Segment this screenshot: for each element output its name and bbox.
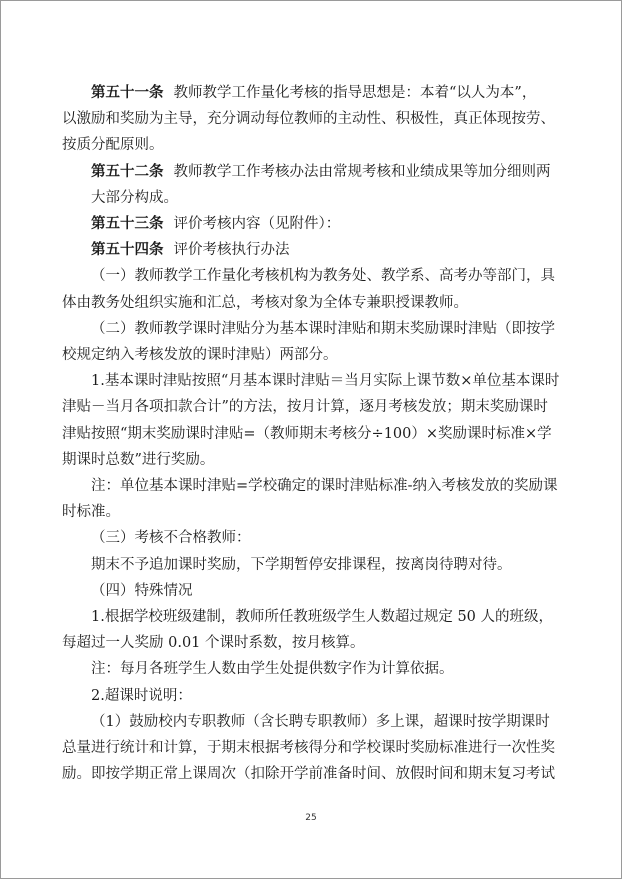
article-54 [91,237,561,263]
document-body [62,80,561,787]
item-4-2-1: （1）鼓励校内专职教师（含长聘专职教师）多上课，超课时按学期课时总量进行统计和计算，于期末根据考核得分和学校课时奖励标准进行一次性奖励。即按学期正常上课周次（扣除开学前准备时间、放假时间和期末复习考试 [62,713,555,783]
note-2: 注：每月各班学生人数由学生处提供数字作为计算依据。 [91,661,454,678]
article-51-text-line1: 教师教学工作量化考核的指导思想是：本着“以人为本”， [173,85,537,101]
section-3-title: （三）考核不合格教师： [91,530,251,547]
item-4-1: 1.根据学校班级建制，教师所任教班级学生人数超过规定 50 人的班级，每超过一人奖励 0.01 个课时系数，按月核算。 [62,609,554,652]
article-51-continuation: 以激励和奖励为主导，充分调动每位教师的主动性、积极性，真正体现按劳、按质分配原则。 [62,111,555,154]
article-51-label: 第五十一条 [91,85,164,101]
section-4-title: （四）特殊情况 [91,582,193,599]
article-53-text: 评价考核内容（见附件）： [173,216,341,233]
item-1: 1.基本课时津贴按照“月基本课时津贴＝当月实际上课节数×单位基本课时津贴－当月各项扣款合计”的方法，按月计算，逐月考核发放；期末奖励课时津贴按照“期末奖励课时津贴=（教师期末考核分÷100）×奖励课时标准×学期课时总数”进行奖励。 [62,373,560,468]
note-1: 注：单位基本课时津贴=学校确定的课时津贴标准-纳入考核发放的奖励课时标准。 [62,478,558,521]
article-52-text: 教师教学工作考核办法由常规考核和业绩成果等加分细则两大部分构成。 [91,163,551,206]
article-54-label: 第五十四条 [91,242,164,259]
section-1: （一）教师教学工作量化考核机构为教务处、教学系、高考办等部门，具体由教务处组织实施和汇总，考核对象为全体专兼职授课教师。 [62,268,555,311]
article-54-text: 评价考核执行办法 [173,242,290,259]
section-2: （二）教师教学课时津贴分为基本课时津贴和期末奖励课时津贴（即按学校规定纳入考核发放的课时津贴）两部分。 [62,320,555,364]
item-4-2: 2.超课时说明： [91,687,192,704]
article-51 [91,80,561,106]
section-3-text: 期末不予追加课时奖励，下学期暂停安排课程，按离岗待聘对待。 [91,556,512,573]
article-52-label: 第五十二条 [91,163,164,180]
article-53-label: 第五十三条 [91,216,164,233]
page-number: 25 [305,813,317,823]
article-52 [91,159,561,211]
article-53 [91,211,561,237]
